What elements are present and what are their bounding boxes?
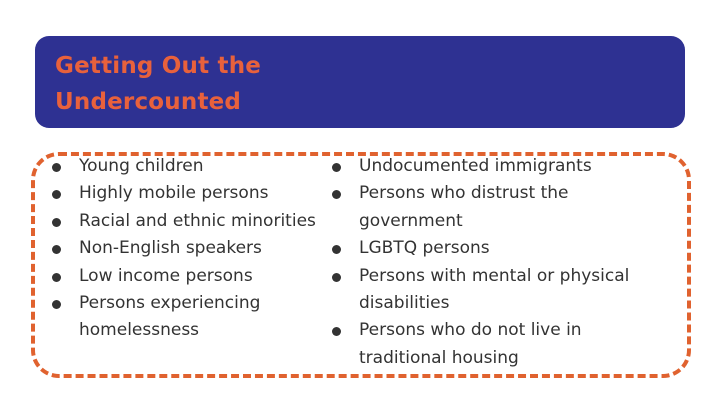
list-item — [49, 180, 329, 207]
list-item — [49, 263, 329, 290]
list-item — [329, 263, 659, 318]
slide-title: Getting Out the Undercounted — [55, 53, 262, 115]
list-item-text: Racial and ethnic minorities — [79, 210, 316, 231]
left-bullet-list — [49, 153, 329, 345]
list-item — [329, 235, 659, 262]
bullet-icon — [52, 245, 61, 254]
bullet-icon — [332, 273, 341, 282]
list-item — [329, 317, 659, 372]
list-item — [49, 208, 329, 235]
bullet-icon — [332, 327, 341, 336]
bullet-icon — [332, 190, 341, 199]
right-bullet-list — [329, 153, 659, 372]
list-item-text: Persons experiencing homelessness — [79, 293, 261, 341]
bullet-icon — [52, 163, 61, 172]
list-item — [49, 235, 329, 262]
list-item — [329, 153, 659, 180]
list-item — [49, 153, 329, 180]
bullet-icon — [332, 245, 341, 254]
bullet-icon — [52, 273, 61, 282]
list-item-text: Persons with mental or physical disabilities — [359, 265, 630, 314]
list-item-text: Non-English speakers — [79, 238, 262, 259]
list-item-text: Persons who do not live in traditional housing — [359, 320, 582, 368]
list-item-text: Young children — [79, 156, 204, 176]
list-item-text: Low income persons — [79, 265, 253, 286]
bullet-icon — [52, 300, 61, 309]
list-item-text: Persons who distrust the government — [359, 183, 569, 231]
bullet-icon — [332, 163, 341, 172]
list-item — [49, 290, 329, 345]
list-item-text: Undocumented immigrants — [359, 156, 592, 176]
title-banner — [35, 36, 685, 128]
bullet-icon — [52, 218, 61, 227]
list-item-text: LGBTQ persons — [359, 238, 490, 259]
bullet-icon — [52, 190, 61, 199]
list-item-text: Highly mobile persons — [79, 183, 269, 204]
list-item — [329, 180, 659, 235]
